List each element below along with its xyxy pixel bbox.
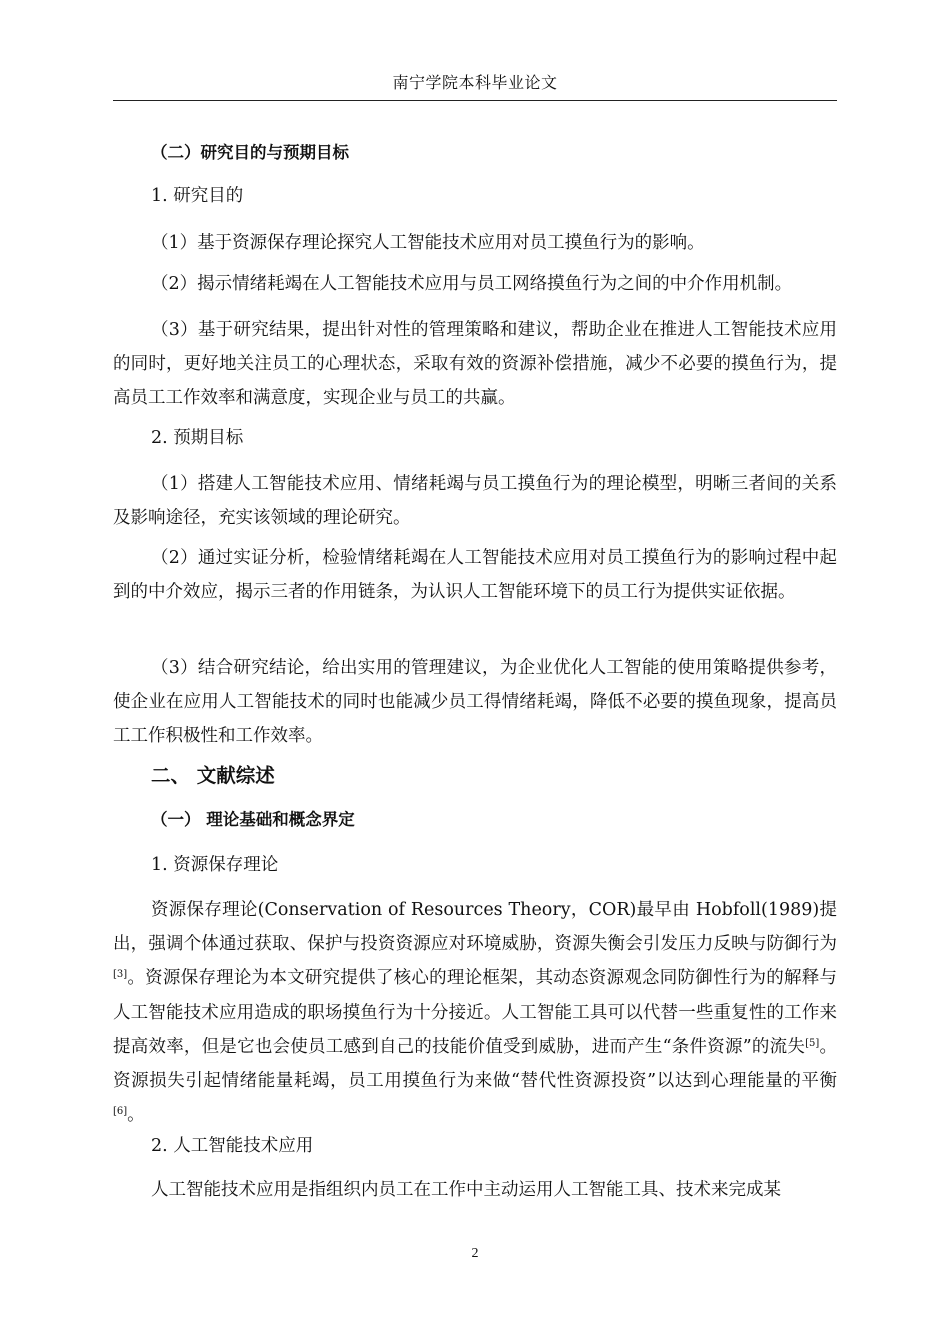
paragraph-ai-application: 人工智能技术应用是指组织内员工在工作中主动运用人工智能工具、技术来完成某 [151,1180,781,1200]
paragraph-goal-3: （3）结合研究结论，给出实用的管理建议，为企业优化人工智能的使用策略提供参考，使企业在应用人工智能技术的同时也能减少员工得情绪耗竭，降低不必要的摸鱼现象，提高员工工作积极性和工作效率。 [113,658,837,747]
header-divider [113,100,837,101]
text-cor-d: 。 [127,1105,145,1126]
citation-5: [5] [805,1037,820,1049]
subheading-cor-theory: 1. 资源保存理论 [151,855,279,875]
section-heading-literature-review: 二、 文献综述 [151,764,275,787]
paragraph-cor-theory [113,893,837,1132]
paragraph-goal-1: （1）搭建人工智能技术应用、情绪耗竭与员工摸鱼行为的理论模型，明晰三者间的关系及影响途径，充实该领域的理论研究。 [113,474,837,529]
subheading-ai-application: 2. 人工智能技术应用 [151,1136,314,1156]
text-cor-c: 。资源损失引起情绪能量耗竭，员工用摸鱼行为来做“替代性资源投资”以达到心理能量的平衡 [113,1036,838,1092]
page-number: 2 [471,1246,479,1261]
text-cor-b: 。资源保存理论为本文研究提供了核心的理论框架，其动态资源观念同防御性行为的解释与人工智能技术应用造成的职场摸鱼行为十分接近。人工智能工具可以代替一些重复性的工作来提高效率，但是它也会使员工感到自己的技能价值受到威胁，进而产生“条件资源”的流失 [113,968,837,1057]
text-cor-a: 资源保存理论(Conservation of Resources Theory，COR)最早由 Hobfoll(1989)提出，强调个体通过获取、保护与投资资源应对环境威胁，资源失衡会引发压力反映与防御行为 [113,900,837,955]
subheading-expected-goals: 2. 预期目标 [151,428,244,448]
paragraph-purpose-1: （1）基于资源保存理论探究人工智能技术应用对员工摸鱼行为的影响。 [151,233,705,253]
paragraph-purpose-3: （3）基于研究结果，提出针对性的管理策略和建议，帮助企业在推进人工智能技术应用的同时，更好地关注员工的心理状态，采取有效的资源补偿措施，减少不必要的摸鱼行为，提高员工工作效率和满意度，实现企业与员工的共赢。 [113,320,837,409]
subheading-research-purpose: 1. 研究目的 [151,186,244,206]
citation-3: [3] [113,969,128,981]
page-header-title: 南宁学院本科毕业论文 [392,73,558,92]
subheading-theory-concepts: （一） 理论基础和概念界定 [151,810,355,829]
citation-6: [6] [113,1106,128,1118]
paragraph-purpose-2: （2）揭示情绪耗竭在人工智能技术应用与员工网络摸鱼行为之间的中介作用机制。 [151,274,793,294]
paragraph-goal-2: （2）通过实证分析，检验情绪耗竭在人工智能技术应用对员工摸鱼行为的影响过程中起到的中介效应，揭示三者的作用链条，为认识人工智能环境下的员工行为提供实证依据。 [113,548,837,603]
section-heading-goals: （二）研究目的与预期目标 [151,143,349,162]
